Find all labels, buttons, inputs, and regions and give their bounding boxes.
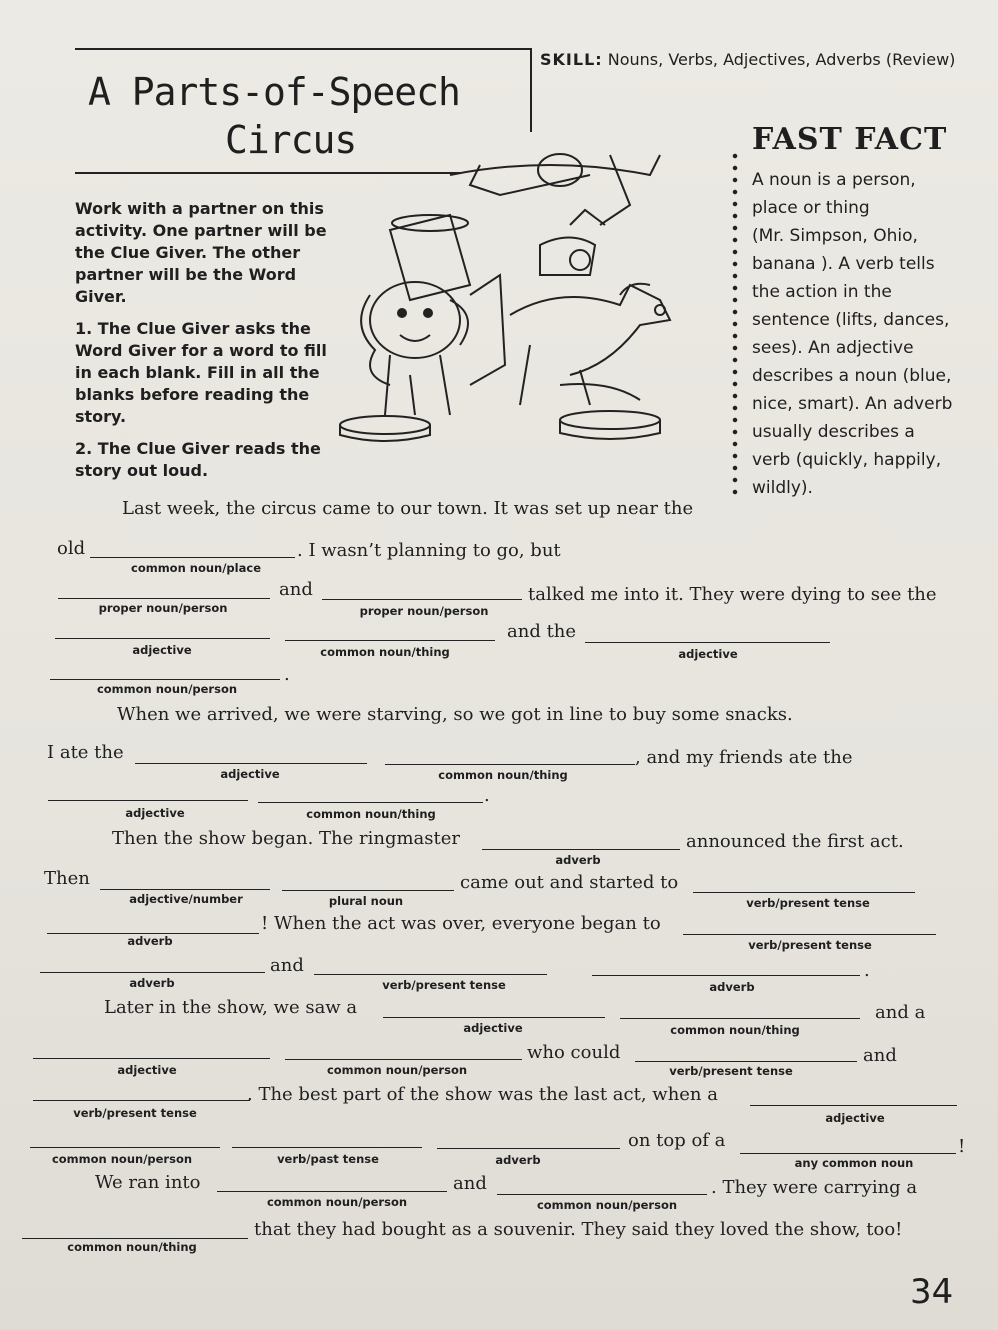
answer-blank[interactable] <box>620 1018 860 1019</box>
fast-fact-line: nice, smart). An adverb <box>752 394 953 414</box>
fast-fact-line: describes a noun (blue, <box>752 366 952 386</box>
blank-label: common noun/person <box>51 1152 193 1166</box>
blank-label: adjective <box>463 1021 523 1035</box>
story-text: . <box>484 785 490 806</box>
answer-blank[interactable] <box>635 1061 857 1062</box>
story-text: . They were carrying a <box>711 1177 918 1198</box>
blank-label: adverb <box>709 980 755 994</box>
blank-label: common noun/thing <box>320 645 450 659</box>
answer-blank[interactable] <box>58 598 270 599</box>
answer-blank[interactable] <box>100 889 270 890</box>
story-text: and <box>279 579 313 600</box>
fast-fact-divider <box>732 150 738 500</box>
blank-label: proper noun/person <box>98 601 228 615</box>
blank-label: adjective <box>125 806 185 820</box>
fast-fact-line: A noun is a person, <box>752 170 916 190</box>
blank-label: verb/past tense <box>277 1152 379 1166</box>
answer-blank[interactable] <box>750 1105 957 1106</box>
story-text: and <box>270 955 304 976</box>
answer-blank[interactable] <box>135 763 367 764</box>
story-text: Later in the show, we saw a <box>104 997 358 1018</box>
blank-label: adjective <box>117 1063 177 1077</box>
story-text: I ate the <box>47 742 124 763</box>
blank-label: common noun/person <box>96 682 238 696</box>
answer-blank[interactable] <box>33 1100 250 1101</box>
blank-label: common noun/thing <box>306 807 436 821</box>
fast-fact-line: verb (quickly, happily, <box>752 450 942 470</box>
answer-blank[interactable] <box>285 1059 522 1060</box>
instructions-step2: 2. The Clue Giver reads the story out loud. <box>75 439 321 480</box>
blank-label: proper noun/person <box>359 604 489 618</box>
fast-fact-line: usually describes a <box>752 422 915 442</box>
story-text: who could <box>527 1042 621 1063</box>
instructions-intro: Work with a partner on this activity. One partner will be the Clue Giver. The other partner will be the Word Giver. <box>75 199 327 306</box>
blank-label: adjective/number <box>129 892 243 906</box>
page-number: 34 <box>910 1272 954 1312</box>
answer-blank[interactable] <box>437 1148 620 1149</box>
fast-fact-line: wildly). <box>752 478 813 498</box>
answer-blank[interactable] <box>314 974 547 975</box>
blank-label: common noun/thing <box>670 1023 800 1037</box>
answer-blank[interactable] <box>30 1147 220 1148</box>
answer-blank[interactable] <box>740 1153 956 1154</box>
blank-label: common noun/thing <box>67 1240 197 1254</box>
story-text: We ran into <box>95 1172 201 1193</box>
story-text: old <box>57 538 86 559</box>
answer-blank[interactable] <box>592 975 860 976</box>
blank-label: verb/present tense <box>382 978 506 992</box>
blank-label: common noun/thing <box>438 768 568 782</box>
story-text: . I wasn’t planning to go, but <box>297 540 561 561</box>
blank-label: adverb <box>127 934 173 948</box>
worksheet-title-line1: A Parts-of-Speech <box>88 70 460 114</box>
story-text: that they had bought as a souvenir. They said they loved the show, too! <box>254 1219 903 1240</box>
story-text: Then the show began. The ringmaster <box>112 828 461 849</box>
fast-fact-line: (Mr. Simpson, Ohio, <box>752 226 918 246</box>
blank-label: adjective <box>132 643 192 657</box>
circus-illustration <box>330 135 730 445</box>
story-text: . <box>284 664 290 685</box>
story-text: ! When the act was over, everyone began to <box>261 913 661 934</box>
story-text: and a <box>875 1002 926 1023</box>
blank-label: adverb <box>495 1153 541 1167</box>
blank-label: common noun/person <box>266 1195 408 1209</box>
fast-fact-line: sees). An adjective <box>752 338 914 358</box>
answer-blank[interactable] <box>683 934 936 935</box>
blank-label: adjective <box>825 1111 885 1125</box>
answer-blank[interactable] <box>322 599 522 600</box>
fast-fact-title: FAST FACT <box>752 122 948 157</box>
blank-label: adverb <box>129 976 175 990</box>
answer-blank[interactable] <box>497 1194 707 1195</box>
story-text: and the <box>507 621 577 642</box>
blank-label: any common noun <box>794 1156 914 1170</box>
answer-blank[interactable] <box>48 800 248 801</box>
story-text: talked me into it. They were dying to see the <box>528 584 937 605</box>
blank-label: verb/present tense <box>73 1106 197 1120</box>
answer-blank[interactable] <box>40 972 265 973</box>
blank-label: verb/present tense <box>669 1064 793 1078</box>
story-text: and <box>863 1045 897 1066</box>
fast-fact-line: the action in the <box>752 282 892 302</box>
answer-blank[interactable] <box>258 802 483 803</box>
story-text: When we arrived, we were starving, so we got in line to buy some snacks. <box>117 704 793 725</box>
blank-label: plural noun <box>328 894 404 908</box>
fast-fact-line: sentence (lifts, dances, <box>752 310 950 330</box>
story-text: and <box>453 1173 487 1194</box>
answer-blank[interactable] <box>217 1191 447 1192</box>
instructions-step1: 1. The Clue Giver asks the Word Giver for a word to fill in each blank. Fill in all the blanks before reading the story. <box>75 319 327 426</box>
title-frame-top <box>75 48 532 50</box>
instructions <box>75 198 345 492</box>
blank-label: common noun/place <box>131 561 261 575</box>
answer-blank[interactable] <box>55 638 270 639</box>
story-text: , and my friends ate the <box>635 747 853 768</box>
skill-header <box>540 50 955 69</box>
answer-blank[interactable] <box>482 849 680 850</box>
fast-fact-text <box>752 166 972 502</box>
answer-blank[interactable] <box>693 892 915 893</box>
story-text: on top of a <box>628 1130 726 1151</box>
answer-blank[interactable] <box>232 1147 422 1148</box>
story-text: announced the first act. <box>686 831 904 852</box>
answer-blank[interactable] <box>385 764 635 765</box>
fast-fact-line: banana ). A verb tells <box>752 254 935 274</box>
story-text: ! <box>958 1136 966 1157</box>
story-text: Then <box>44 868 90 889</box>
blank-label: verb/present tense <box>748 938 872 952</box>
answer-blank[interactable] <box>383 1017 605 1018</box>
answer-blank[interactable] <box>90 557 295 558</box>
fast-fact-line: place or thing <box>752 198 870 218</box>
answer-blank[interactable] <box>285 640 495 641</box>
skill-label: SKILL: <box>540 50 603 69</box>
story-text: came out and started to <box>460 872 679 893</box>
blank-label: common noun/person <box>326 1063 468 1077</box>
answer-blank[interactable] <box>33 1058 270 1059</box>
blank-label: adjective <box>678 647 738 661</box>
answer-blank[interactable] <box>22 1238 248 1239</box>
blank-label: common noun/person <box>536 1198 678 1212</box>
blank-label: verb/present tense <box>746 896 870 910</box>
story-text: . <box>864 960 870 981</box>
skill-text: Nouns, Verbs, Adjectives, Adverbs (Review) <box>607 50 956 69</box>
answer-blank[interactable] <box>282 890 454 891</box>
story-text: . The best part of the show was the last act, when a <box>247 1084 718 1105</box>
answer-blank[interactable] <box>585 642 830 643</box>
blank-label: adjective <box>220 767 280 781</box>
title-frame-right <box>530 48 532 132</box>
story-text: Last week, the circus came to our town. It was set up near the <box>122 498 694 519</box>
answer-blank[interactable] <box>50 679 280 680</box>
worksheet-title-line2: Circus <box>225 118 357 162</box>
blank-label: adverb <box>555 853 601 867</box>
